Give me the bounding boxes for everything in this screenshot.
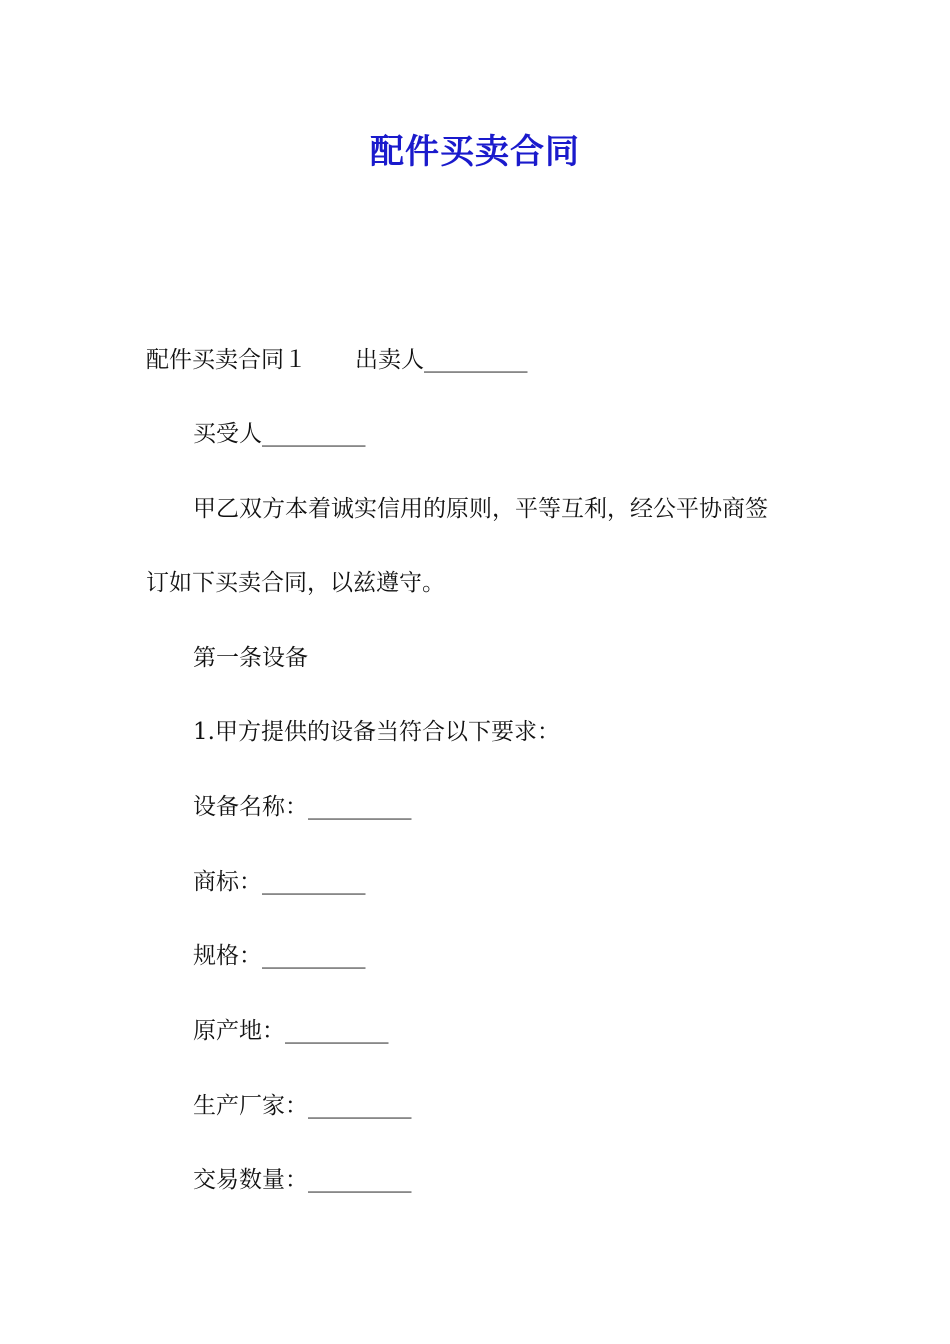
seller-field: 出卖人_________ (355, 347, 528, 373)
field-specification: 规格：_________ (193, 943, 366, 969)
field-device-name: 设备名称：_________ (193, 794, 412, 820)
contract-heading-line (146, 344, 528, 376)
intro-paragraph-line-2: 订如下买卖合同，以兹遵守。 (146, 570, 445, 596)
article-1-title: 第一条设备 (193, 645, 308, 671)
document-title: 配件买卖合同 (370, 132, 580, 172)
field-origin: 原产地：_________ (193, 1018, 389, 1044)
field-manufacturer: 生产厂家：_________ (193, 1093, 412, 1119)
intro-paragraph-line-1: 甲乙双方本着诚实信用的原则，平等互利，经公平协商签 (193, 496, 768, 522)
buyer-field: 买受人_________ (193, 421, 366, 447)
field-quantity: 交易数量：_________ (193, 1167, 412, 1193)
article-1-item-1: 1.甲方提供的设备当符合以下要求： (193, 719, 560, 745)
contract-subheading: 配件买卖合同１ (146, 347, 307, 373)
field-trademark: 商标：_________ (193, 869, 366, 895)
